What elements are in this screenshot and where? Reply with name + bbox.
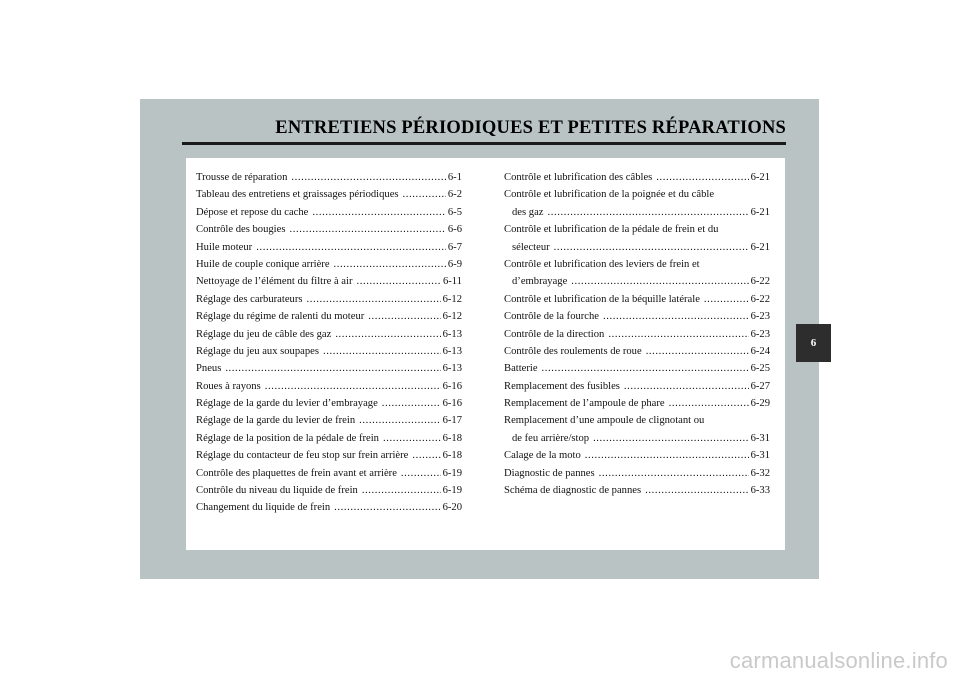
leader-dots [362, 482, 441, 499]
toc-entry-title: Remplacement de l’ampoule de phare [504, 398, 665, 410]
leader-dots [359, 412, 440, 429]
toc-entry-title: Contrôle des roulements de roue [504, 345, 642, 357]
toc-entry[interactable] [504, 343, 770, 360]
toc-entry[interactable] [504, 465, 770, 482]
toc-entry[interactable] [504, 221, 770, 256]
toc-entry-page: 6-23 [750, 311, 770, 323]
toc-entry-title: Contrôle du niveau du liquide de frein [196, 485, 358, 497]
leader-dots [382, 395, 441, 412]
toc-entry-page: 6-33 [750, 485, 770, 497]
toc-entry-title: Réglage du régime de ralenti du moteur [196, 311, 365, 323]
watermark: carmanualsonline.info [729, 648, 948, 673]
toc-entry-page: 6-6 [447, 224, 462, 236]
leader-dots [335, 326, 440, 343]
toc-entry-page: 6-22 [750, 293, 770, 305]
leader-dots [356, 273, 440, 290]
leader-dots [412, 447, 440, 464]
toc-entry-page: 6-21 [750, 206, 770, 218]
leader-dots [669, 395, 749, 412]
toc-entry[interactable] [196, 378, 462, 395]
toc-entry-title-line1: Contrôle et lubrification des leviers de frein et [504, 258, 700, 270]
table-of-contents [186, 158, 785, 550]
leader-dots [403, 186, 446, 203]
toc-entry-page: 6-11 [442, 276, 462, 288]
toc-entry-title: Calage de la moto [504, 450, 581, 462]
toc-entry[interactable] [504, 169, 770, 186]
toc-entry-page: 6-13 [442, 345, 462, 357]
leader-dots [624, 378, 749, 395]
toc-entry[interactable] [504, 291, 770, 308]
toc-entry-page: 6-29 [750, 398, 770, 410]
toc-entry[interactable] [196, 308, 462, 325]
toc-entry-title: sélecteur [512, 241, 550, 253]
toc-left-column [196, 169, 462, 517]
toc-entry-page: 6-7 [447, 241, 462, 253]
toc-entry[interactable] [196, 291, 462, 308]
toc-entry[interactable] [196, 343, 462, 360]
toc-entry-title: Réglage de la garde du levier de frein [196, 415, 356, 427]
toc-entry-page: 6-31 [750, 450, 770, 462]
toc-entry-page: 6-18 [442, 432, 462, 444]
toc-entry-page: 6-16 [442, 380, 462, 392]
chapter-tab[interactable]: 6 [796, 324, 831, 362]
toc-entry-page: 6-12 [442, 293, 462, 305]
toc-entry-title: Réglage du jeu aux soupapes [196, 345, 319, 357]
toc-entry[interactable] [196, 499, 462, 516]
toc-right-column [504, 169, 770, 499]
leader-dots [306, 291, 440, 308]
toc-entry[interactable] [196, 412, 462, 429]
leader-dots [554, 239, 749, 256]
toc-entry-page: 6-25 [750, 363, 770, 375]
toc-entry[interactable] [196, 447, 462, 464]
toc-entry-title: des gaz [512, 206, 544, 218]
toc-entry-title: Réglage du contacteur de feu stop sur frein arrière [196, 450, 409, 462]
toc-entry[interactable] [504, 482, 770, 499]
toc-entry-title: Remplacement des fusibles [504, 380, 620, 392]
toc-entry-page: 6-17 [442, 415, 462, 427]
toc-entry-title: Réglage de la garde du levier d’embrayage [196, 398, 378, 410]
leader-dots [645, 482, 748, 499]
toc-entry-title: Contrôle des plaquettes de frein avant et arrière [196, 467, 397, 479]
toc-entry[interactable] [196, 256, 462, 273]
toc-entry[interactable] [196, 221, 462, 238]
toc-entry-title: Batterie [504, 363, 538, 375]
toc-entry[interactable] [196, 395, 462, 412]
toc-entry[interactable] [196, 186, 462, 203]
toc-entry-title: Changement du liquide de frein [196, 502, 331, 514]
toc-entry-title: Pneus [196, 363, 222, 375]
toc-entry[interactable] [196, 239, 462, 256]
leader-dots [547, 204, 748, 221]
leader-dots [704, 291, 749, 308]
toc-entry-title: d’embrayage [512, 276, 568, 288]
toc-entry-page: 6-24 [750, 345, 770, 357]
toc-entry[interactable] [504, 360, 770, 377]
toc-entry-page: 6-22 [750, 276, 770, 288]
toc-entry[interactable] [196, 360, 462, 377]
toc-entry[interactable] [196, 482, 462, 499]
toc-entry[interactable] [196, 326, 462, 343]
toc-entry-page: 6-19 [442, 485, 462, 497]
toc-entry-page: 6-27 [750, 380, 770, 392]
leader-dots [571, 273, 748, 290]
toc-entry-title: Huile moteur [196, 241, 253, 253]
toc-entry-page: 6-21 [750, 241, 770, 253]
leader-dots [225, 360, 440, 377]
toc-entry-page: 6-16 [442, 398, 462, 410]
toc-entry[interactable] [196, 430, 462, 447]
toc-entry[interactable] [196, 465, 462, 482]
toc-entry[interactable] [504, 308, 770, 325]
toc-entry-page: 6-18 [442, 450, 462, 462]
toc-entry[interactable] [504, 395, 770, 412]
toc-entry-page: 6-20 [442, 502, 462, 514]
toc-entry-page: 6-12 [442, 311, 462, 323]
leader-dots [323, 343, 441, 360]
toc-entry-page: 6-32 [750, 467, 770, 479]
toc-entry-title: Huile de couple conique arrière [196, 258, 330, 270]
leader-dots [656, 169, 748, 186]
leader-dots [334, 499, 440, 516]
toc-entry-page: 6-31 [750, 432, 770, 444]
page-title: ENTRETIENS PÉRIODIQUES ET PETITES RÉPARATIONS [275, 118, 786, 138]
toc-entry-title: Réglage du jeu de câble des gaz [196, 328, 332, 340]
toc-entry-page: 6-2 [447, 189, 462, 201]
toc-entry-title-line1: Contrôle et lubrification de la poignée et du câble [504, 189, 715, 201]
toc-entry[interactable] [504, 412, 770, 447]
toc-entry-title: Réglage de la position de la pédale de frein [196, 432, 379, 444]
toc-entry[interactable] [504, 186, 770, 221]
toc-entry-title: Dépose et repose du cache [196, 206, 309, 218]
toc-entry-page: 6-5 [447, 206, 462, 218]
toc-entry-page: 6-23 [750, 328, 770, 340]
toc-entry[interactable] [196, 204, 462, 221]
header-rule [182, 142, 786, 145]
leader-dots [603, 308, 749, 325]
leader-dots [599, 465, 749, 482]
toc-entry[interactable] [504, 256, 770, 291]
toc-entry-title: Contrôle de la fourche [504, 311, 600, 323]
toc-entry-page: 6-1 [447, 172, 462, 183]
leader-dots [265, 378, 441, 395]
toc-entry[interactable] [504, 378, 770, 395]
leader-dots [383, 430, 441, 447]
toc-entry-title-line1: Contrôle et lubrification de la pédale de frein et du [504, 224, 719, 236]
toc-entry-title: Trousse de réparation [196, 172, 288, 183]
toc-entry-title: Diagnostic de pannes [504, 467, 595, 479]
toc-entry-title: Contrôle des bougies [196, 224, 286, 236]
leader-dots [646, 343, 749, 360]
leader-dots [368, 308, 440, 325]
leader-dots [608, 326, 748, 343]
leader-dots [312, 204, 446, 221]
toc-entry-title: Tableau des entretiens et graissages périodiques [196, 189, 399, 201]
leader-dots [334, 256, 446, 273]
toc-entry-title: Contrôle de la direction [504, 328, 605, 340]
leader-dots [291, 169, 445, 186]
toc-entry-page: 6-9 [447, 258, 462, 270]
leader-dots [585, 447, 749, 464]
leader-dots [289, 221, 445, 238]
toc-entry-page: 6-13 [442, 363, 462, 375]
toc-entry-title: Contrôle et lubrification des câbles [504, 172, 653, 183]
toc-entry[interactable] [504, 326, 770, 343]
toc-entry-title-line1: Remplacement d’une ampoule de clignotant ou [504, 415, 705, 427]
toc-entry-title: Schéma de diagnostic de pannes [504, 485, 642, 497]
toc-entry-page: 6-13 [442, 328, 462, 340]
toc-entry-page: 6-21 [750, 172, 770, 183]
toc-entry-title: de feu arrière/stop [512, 432, 590, 444]
leader-dots [593, 430, 749, 447]
toc-entry-page: 6-19 [442, 467, 462, 479]
toc-entry[interactable] [196, 273, 462, 290]
toc-entry-title: Réglage des carburateurs [196, 293, 303, 305]
leader-dots [401, 465, 441, 482]
toc-entry-title: Contrôle et lubrification de la béquille latérale [504, 293, 700, 305]
toc-entry-title: Nettoyage de l’élément du filtre à air [196, 276, 353, 288]
toc-entry[interactable] [504, 447, 770, 464]
toc-entry-title: Roues à rayons [196, 380, 261, 392]
leader-dots [542, 360, 749, 377]
leader-dots [256, 239, 446, 256]
toc-entry[interactable] [196, 169, 462, 186]
